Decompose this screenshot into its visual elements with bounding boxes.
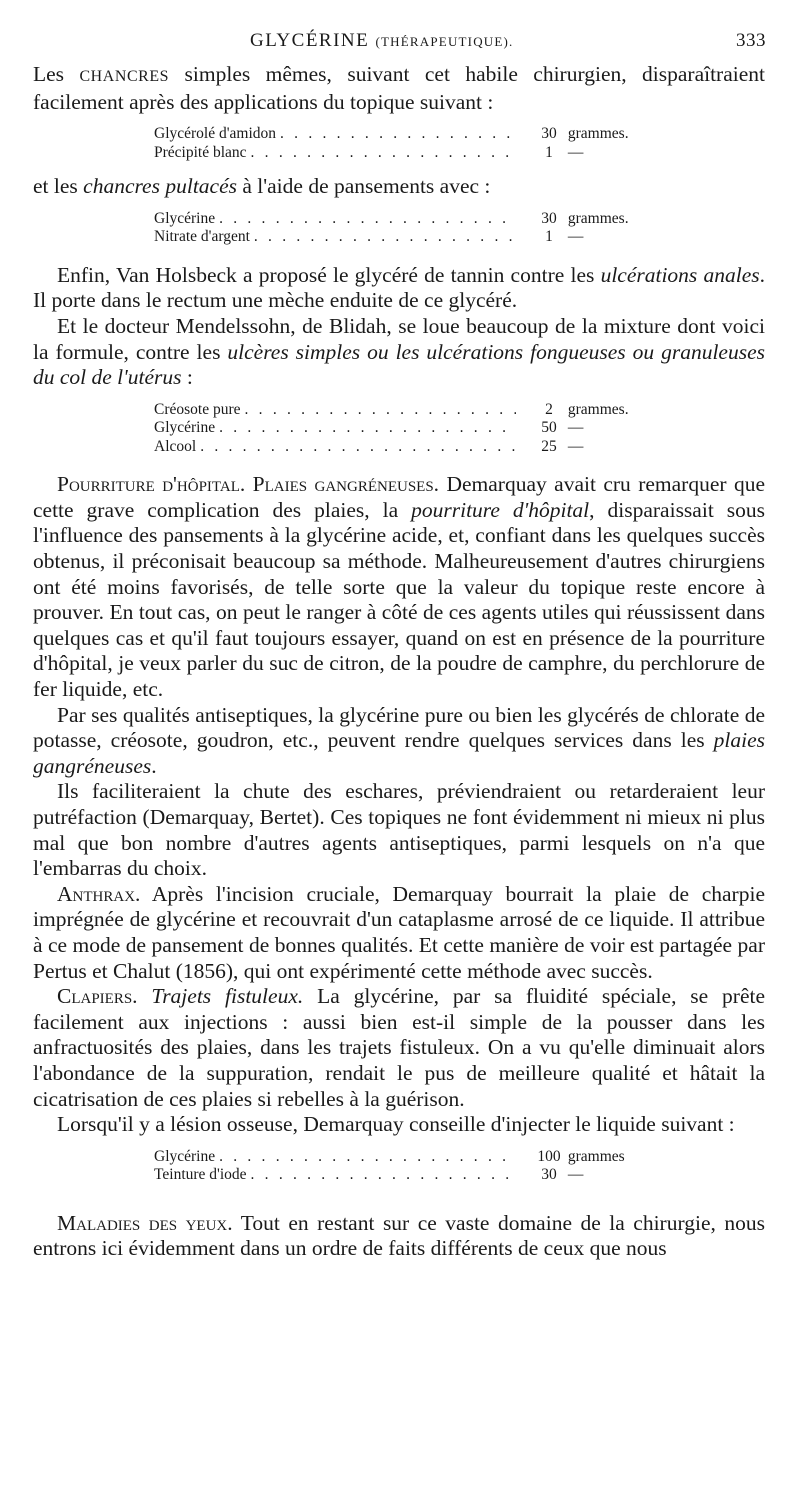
ingredient-name: Créosote pure xyxy=(154,400,241,418)
quantity-unit: grammes. xyxy=(567,400,629,418)
paragraph-clapiers xyxy=(33,984,765,1112)
p5-part2: , disparaissait sous l'influence des pansements à la glycérine acide, et, confiant dans les quelques succès obtenus, il préconisait beaucoup sa méthode. Malheureusement d'autres chirurgiens ont été moins favorisés, de telle sorte que la valeur du topique reste encore à prouver. En tout cas, on peut le ranger à côté de ces agents utiles qui réussissent dans quelques cas et qu'il faut toujours essayer, quand on est en présence de la pourriture d'hôpital, je veux parler du suc de citron, de la poudre de camphre, du perchlorure de fer liquide, etc. xyxy=(33,497,765,701)
ingredient-quantity xyxy=(516,438,644,457)
p5-part1: Demarquay avait cru remarquer que cette grave complication des plaies, la xyxy=(33,472,765,522)
quantity-unit: grammes xyxy=(567,1147,625,1165)
p2-before: et les xyxy=(33,174,84,199)
dot-leader xyxy=(219,210,516,229)
ingredient-quantity xyxy=(516,125,644,144)
section-heading: Anthrax. xyxy=(57,881,141,906)
formula-1 xyxy=(154,125,644,162)
formula-row xyxy=(154,210,644,229)
ingredient-name: Glycérine xyxy=(154,1147,216,1165)
formula-row xyxy=(154,228,644,247)
dot-leader xyxy=(200,438,516,457)
paragraph-van-holsbeck xyxy=(33,263,765,314)
formula-row xyxy=(154,144,644,163)
dot-leader xyxy=(219,419,516,438)
paragraph-chancres xyxy=(33,62,765,115)
p4-before: Et le docteur Mendelssohn, de Blidah, se loue beaucoup de la mixture dont voici la formule, contre les xyxy=(33,313,765,364)
dot-leader xyxy=(254,228,516,247)
p6-before: Par ses qualités antiseptiques, la glycérine pure ou bien les glycérés de chlorate de potasse, créosote, goudron, etc., peuvent rendre quelques services dans les xyxy=(33,702,765,753)
paragraph-mendelssohn xyxy=(33,314,765,391)
paragraph-pourriture xyxy=(33,472,765,702)
dot-leader xyxy=(251,1166,516,1185)
page-number: 333 xyxy=(736,30,766,51)
body-text xyxy=(33,62,765,1262)
ingredient-quantity xyxy=(516,210,644,229)
quantity-number: 30 xyxy=(541,209,557,227)
p9-italic: Trajets fistuleux. xyxy=(151,984,304,1009)
p3-before: Enfin, Van Holsbeck a proposé le glycéré de tannin contre les xyxy=(57,262,601,287)
ingredient-name: Glycérine xyxy=(154,209,216,227)
running-head-subtitle: (THÉRAPEUTIQUE). xyxy=(375,34,514,49)
paragraph-lesion-osseuse: Lorsqu'il y a lésion osseuse, Demarquay conseille d'injecter le liquide suivant : xyxy=(57,1112,735,1137)
quantity-unit: — xyxy=(567,143,584,161)
p1-before: Les xyxy=(33,62,80,86)
p9-text: La glycérine, par sa fluidité spéciale, se prête facilement aux injections : aussi bien est-il simple de la pousser dans les anfractuosités des plaies, dans les trajets fistuleux. On a vu qu'elle diminuait alors l'abondance de la suppuration, rendait le pus de meilleure qualité et hâtait la cicatrisation de ces plaies si rebelles à la guérison. xyxy=(33,984,766,1111)
quantity-unit: grammes. xyxy=(567,209,629,227)
quantity-number: 30 xyxy=(541,125,557,143)
formula-2 xyxy=(154,210,644,247)
paragraph-antiseptiques xyxy=(33,703,765,780)
dot-leader xyxy=(219,1148,516,1167)
ingredient-quantity xyxy=(516,401,644,420)
section-heading: Clapiers. xyxy=(57,984,138,1009)
quantity-number: 1 xyxy=(545,228,553,246)
ingredient-name: Glycérine xyxy=(154,419,216,437)
p5-italic: pourriture d'hôpital xyxy=(411,497,590,522)
paragraph-anthrax xyxy=(33,882,765,984)
p4-italic: ulcères simples ou les ulcérations fongueuses ou granuleuses du col de l'utérus xyxy=(33,339,765,390)
spacer xyxy=(33,1197,765,1211)
ingredient-quantity xyxy=(516,228,644,247)
p8-text: Après l'incision cruciale, Demarquay bourrait la plaie de charpie imprégnée de glycérine et recouvrait d'un cataplasme arrosé de ce liquide. Il attribue à ce mode de pansement de bonnes qualités. Et cette manière de voir est partagée par Pertus et Chalut (1856), qui ont expérimenté cette méthode avec succès. xyxy=(33,881,765,983)
quantity-unit: — xyxy=(567,228,584,246)
section-heading: Pourriture d'hôpital. Plaies gangréneuses. xyxy=(57,472,440,497)
ingredient-name: Teinture d'iode xyxy=(154,1166,247,1184)
quantity-unit: — xyxy=(567,437,584,455)
quantity-unit: — xyxy=(567,419,584,437)
quantity-number: 100 xyxy=(537,1147,561,1165)
ingredient-quantity xyxy=(516,1148,644,1167)
running-head-title-text: GLYCÉRINE xyxy=(250,30,370,51)
quantity-number: 30 xyxy=(541,1166,557,1184)
p6-after: . xyxy=(151,753,157,778)
running-head-title xyxy=(250,30,514,52)
quantity-number: 50 xyxy=(541,419,557,437)
ingredient-quantity xyxy=(516,144,644,163)
p1-after: simples mêmes, suivant cet habile chirurgien, disparaîtraient facilement après des applications du topique suivant : xyxy=(33,62,766,114)
p1-small-caps: CHANCRES xyxy=(79,68,170,85)
quantity-unit: grammes. xyxy=(567,125,629,143)
dot-leader xyxy=(280,125,516,144)
p2-italic: chancres pultacés xyxy=(83,174,237,199)
quantity-number: 1 xyxy=(545,143,553,161)
formula-row xyxy=(154,1148,644,1167)
p3-italic: ulcérations anales xyxy=(600,262,760,287)
formula-row xyxy=(154,401,644,420)
formula-row xyxy=(154,438,644,457)
dot-leader xyxy=(245,401,516,420)
formula-4 xyxy=(154,1148,644,1185)
formula-row xyxy=(154,125,644,144)
p11-text: Tout en restant sur ce vaste domaine de la chirurgie, nous entrons ici évidemment dans un ordre de faits différents de ceux que nous xyxy=(33,1210,765,1261)
formula-row xyxy=(154,1166,644,1185)
paragraph-chancres-pultaces xyxy=(33,174,765,200)
p4-after: : xyxy=(181,365,193,390)
quantity-number: 25 xyxy=(541,437,557,455)
quantity-number: 2 xyxy=(545,400,553,418)
quantity-unit: — xyxy=(567,1166,584,1184)
ingredient-name: Glycérolé d'amidon xyxy=(154,125,277,143)
ingredient-quantity xyxy=(516,419,644,438)
ingredient-name: Nitrate d'argent xyxy=(154,228,250,246)
p3-after: . Il porte dans le rectum une mèche enduite de ce glycéré. xyxy=(33,262,766,313)
ingredient-name: Alcool xyxy=(154,437,197,455)
p6-italic: plaies gangréneuses xyxy=(33,728,765,778)
dot-leader xyxy=(251,144,516,163)
paragraph-maladies-yeux xyxy=(33,1211,765,1262)
p2-after: à l'aide de pansements avec : xyxy=(237,174,491,199)
formula-3 xyxy=(154,401,644,457)
paragraph-eschares: Ils faciliteraient la chute des eschares, préviendraient ou retarderaient leur putréfaction (Demarquay, Bertet). Ces topiques ne font évidemment ni mieux ni plus mal que bon nombre d'autres agents antiseptiques, parmi lesquels on n'a que l'embarras du choix. xyxy=(33,779,765,881)
ingredient-name: Précipité blanc xyxy=(154,143,247,161)
ingredient-quantity xyxy=(516,1166,644,1185)
formula-row xyxy=(154,419,644,438)
running-head xyxy=(0,30,800,56)
section-heading: Maladies des yeux. xyxy=(57,1210,233,1235)
